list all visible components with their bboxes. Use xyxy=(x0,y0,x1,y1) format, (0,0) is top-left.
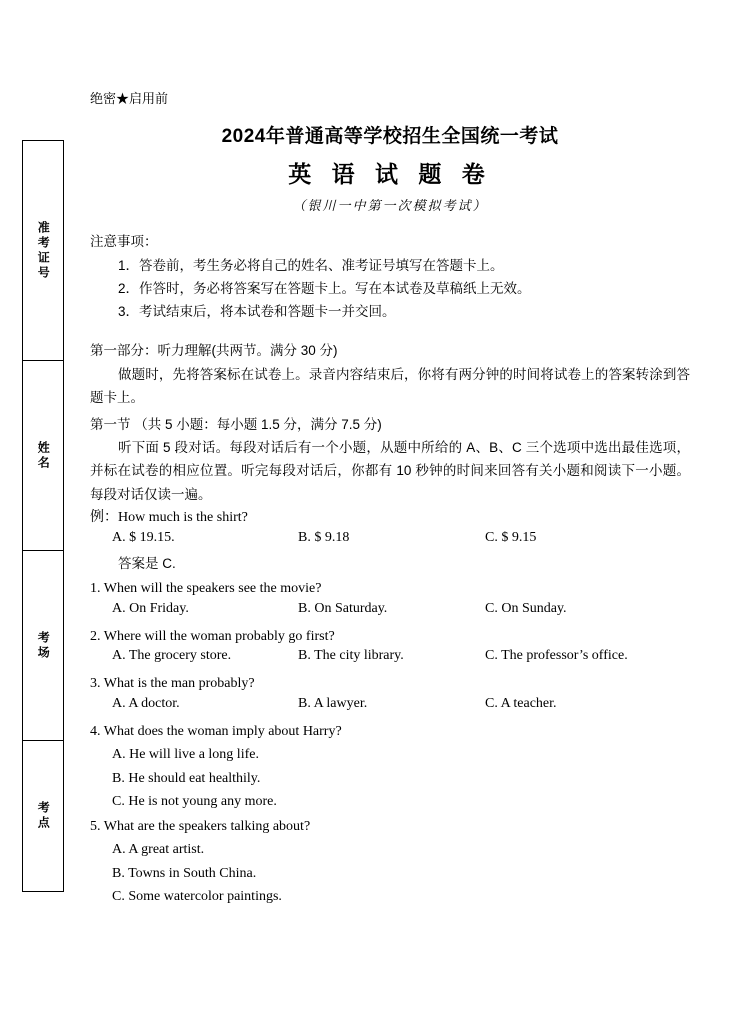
part-one-instruction: 做题时，先将答案标在试卷上。录音内容结束后，你将有两分钟的时间将试卷上的答案转涂到答题卡上。 xyxy=(90,366,690,405)
example-stem: 例：How much is the shirt? xyxy=(90,509,248,525)
question-4 xyxy=(90,720,690,814)
question-1-option-b[interactable]: B. On Saturday. xyxy=(298,600,388,616)
question-3-option-c[interactable]: C. A teacher. xyxy=(485,695,557,711)
question-4-option-c[interactable]: C. He is not young any more. xyxy=(112,794,277,810)
secret-notice: 绝密★启用前 xyxy=(90,91,169,106)
example-option-c: C. $ 9.15 xyxy=(485,529,537,545)
sidebar-cell-exam-number xyxy=(23,141,63,361)
question-5-option-c[interactable]: C. Some watercolor paintings. xyxy=(112,889,282,905)
sidebar-cell-name-label: 姓名 xyxy=(36,440,51,471)
question-3 xyxy=(90,672,690,719)
sidebar-cell-exam-room-label: 考场 xyxy=(36,630,51,661)
question-2-options xyxy=(90,648,690,671)
question-1-stem: 1. When will the speakers see the movie? xyxy=(90,581,322,596)
question-3-stem: 3. What is the man probably? xyxy=(90,676,255,692)
question-3-option-b[interactable]: B. A lawyer. xyxy=(298,695,368,711)
question-4-options xyxy=(90,743,690,814)
question-1-option-a[interactable]: A. On Friday. xyxy=(112,600,189,616)
question-1-options xyxy=(90,601,690,624)
question-2-option-a[interactable]: A. The grocery store. xyxy=(112,648,232,664)
example-option-a: A. $ 19.15. xyxy=(112,529,175,545)
question-2-option-c[interactable]: C. The professor’s office. xyxy=(485,648,628,664)
page-subtitle: 英 语 试 题 卷 xyxy=(288,161,492,187)
question-4-option-a[interactable]: A. He will live a long life. xyxy=(112,747,259,763)
question-5-option-a[interactable]: A. A great artist. xyxy=(112,842,205,858)
question-4-stem: 4. What does the woman imply about Harry? xyxy=(90,723,342,739)
part-one-heading: 第一部分：听力理解(共两节。满分 30 分) xyxy=(90,342,338,358)
sidebar-cell-name xyxy=(23,361,63,551)
question-1 xyxy=(90,577,690,624)
question-3-option-a[interactable]: A. A doctor. xyxy=(112,695,180,711)
section-one-heading: 第一节 （共 5 小题：每小题 1.5 分，满分 7.5 分) xyxy=(90,417,382,433)
question-5 xyxy=(90,815,690,909)
question-3-options xyxy=(90,696,690,719)
paper-content xyxy=(90,88,690,909)
example-answer: 答案是 C. xyxy=(118,555,176,571)
question-5-option-b[interactable]: B. Towns in South China. xyxy=(112,865,257,881)
example-option-b: B. $ 9.18 xyxy=(298,529,350,545)
notice-heading: 注意事项： xyxy=(90,234,158,249)
question-5-options xyxy=(90,838,690,909)
question-2 xyxy=(90,625,690,672)
sidebar-cell-exam-room xyxy=(23,551,63,741)
notice-item-3: 3．考试结束后，将本试卷和答题卡一并交回。 xyxy=(118,304,396,320)
example-options xyxy=(90,530,690,552)
page-exam-source: （银川一中第一次模拟考试） xyxy=(292,198,488,213)
question-5-stem: 5. What are the speakers talking about? xyxy=(90,818,311,834)
question-4-option-b[interactable]: B. He should eat healthily. xyxy=(112,770,261,786)
page-title: 2024年普通高等学校招生全国统一考试 xyxy=(221,126,559,147)
question-2-option-b[interactable]: B. The city library. xyxy=(298,648,404,664)
question-2-stem: 2. Where will the woman probably go first? xyxy=(90,628,335,644)
question-1-option-c[interactable]: C. On Sunday. xyxy=(485,600,567,616)
sidebar-cell-exam-site xyxy=(23,741,63,891)
sidebar-cell-exam-site-label: 考点 xyxy=(36,801,51,831)
section-one-instruction: 听下面 5 段对话。每段对话后有一个小题，从题中所给的 A、B、C 三个选项中选出最佳选项，并标在试卷的相应位置。听完每段对话后，你都有 10 秒钟的时间来回答有关小题和阅读下一小题。每段对话仅读一遍。 xyxy=(90,440,690,502)
candidate-info-sidebar xyxy=(22,140,64,892)
notice-item-1: 1．答卷前，考生务必将自己的姓名、准考证号填写在答题卡上。 xyxy=(118,258,504,273)
sidebar-cell-exam-number-label: 准考证号 xyxy=(36,220,51,281)
notice-item-2: 2．作答时，务必将答案写在答题卡上。写在本试卷及草稿纸上无效。 xyxy=(118,281,531,297)
